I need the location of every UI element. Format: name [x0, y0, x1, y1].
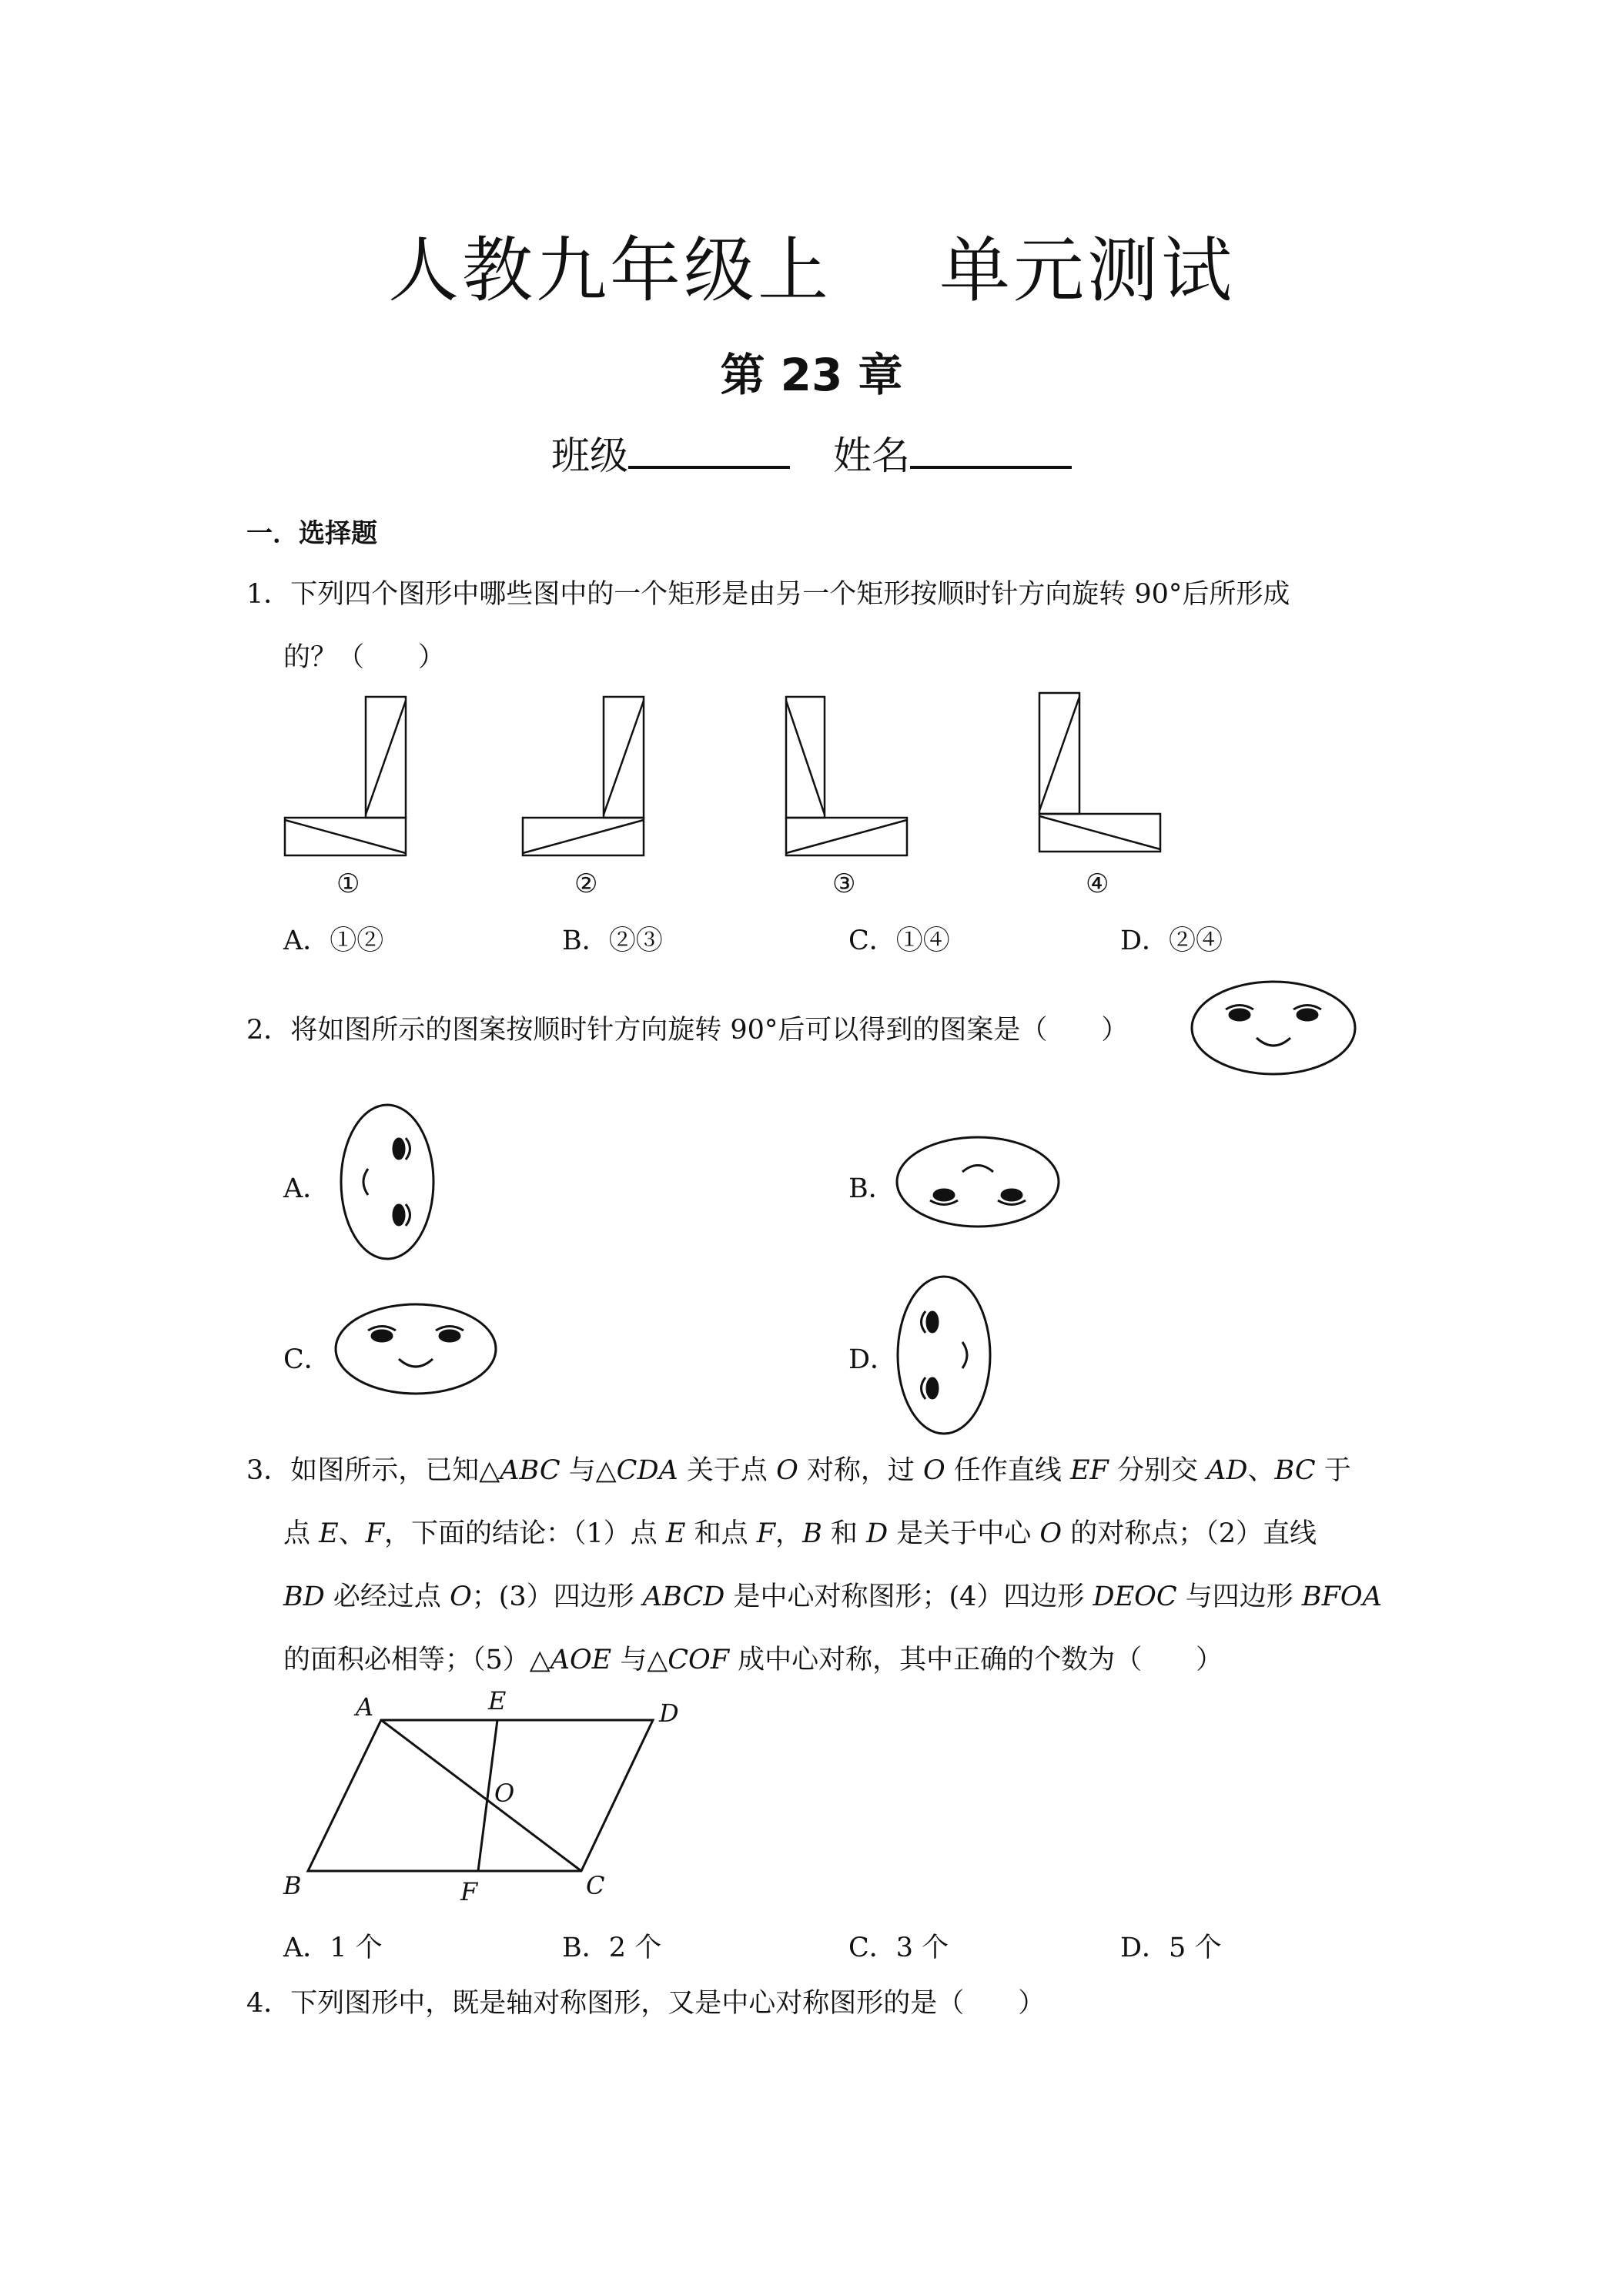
q2-option-d[interactable]: D．: [848, 1344, 898, 1375]
q3-option-c[interactable]: C．3 个: [848, 1933, 949, 1963]
q1-figure-label-1: ①: [336, 869, 360, 899]
point-label-d: D: [659, 1699, 679, 1728]
point-label-f: F: [460, 1877, 478, 1906]
q1-option-c[interactable]: C．①④: [848, 925, 950, 956]
section-heading: 一．选择题: [246, 518, 377, 549]
q1-figure-label-2: ②: [574, 869, 598, 899]
q4-text: 4．下列图形中，既是轴对称图形，又是中心对称图形的是（ ）: [246, 1988, 1046, 2019]
title-right: 单元测试: [939, 229, 1236, 312]
q1-option-b[interactable]: B．②③: [562, 925, 663, 956]
point-label-o: O: [494, 1779, 515, 1808]
q1-figure-label-4: ④: [1086, 869, 1109, 899]
q3-option-a[interactable]: A．1 个: [283, 1933, 383, 1963]
q1-text-line1: 1．下列四个图形中哪些图中的一个矩形是由另一个矩形按顺时针方向旋转 90°后所形成: [246, 579, 1290, 610]
point-label-c: C: [586, 1871, 605, 1900]
q2-option-a[interactable]: A．: [283, 1173, 330, 1204]
q3-text-line3: BD 必经过点 O；(3）四边形 ABCD 是中心对称图形；(4）四边形 DEOC 与四边形 BFOA: [283, 1581, 1382, 1612]
point-label-b: B: [283, 1871, 302, 1900]
q2-option-c[interactable]: C．: [283, 1344, 331, 1375]
class-label: 班级: [551, 433, 628, 478]
q3-text-line4: 的面积必相等；（5）△AOE 与△COF 成中心对称，其中正确的个数为（ ）: [283, 1645, 1223, 1675]
q1-option-a[interactable]: A．①②: [283, 925, 384, 956]
q2-text: 2．将如图所示的图案按顺时针方向旋转 90°后可以得到的图案是（ ）: [246, 1015, 1129, 1046]
chapter-heading: 第 23 章: [720, 349, 903, 401]
q2-option-b[interactable]: B．: [848, 1173, 895, 1204]
q1-figure-label-3: ③: [832, 869, 856, 899]
name-label: 姓名: [833, 433, 910, 478]
q3-text-line2: 点 E、F，下面的结论：（1）点 E 和点 F，B 和 D 是关于中心 O 的对称点；（2）直线: [283, 1518, 1317, 1549]
q3-text-line1: 3．如图所示，已知△ABC 与△CDA 关于点 O 对称，过 O 任作直线 EF 分别交 AD、BC 于: [246, 1455, 1351, 1486]
point-label-a: A: [356, 1692, 374, 1722]
q3-option-d[interactable]: D．5 个: [1120, 1933, 1222, 1963]
q1-option-d[interactable]: D．②④: [1120, 925, 1223, 956]
q3-option-b[interactable]: B．2 个: [562, 1933, 662, 1963]
title-left: 人教九年级上: [387, 229, 832, 312]
q1-text-line2: 的？（ ）: [283, 642, 446, 673]
point-label-e: E: [488, 1686, 507, 1715]
